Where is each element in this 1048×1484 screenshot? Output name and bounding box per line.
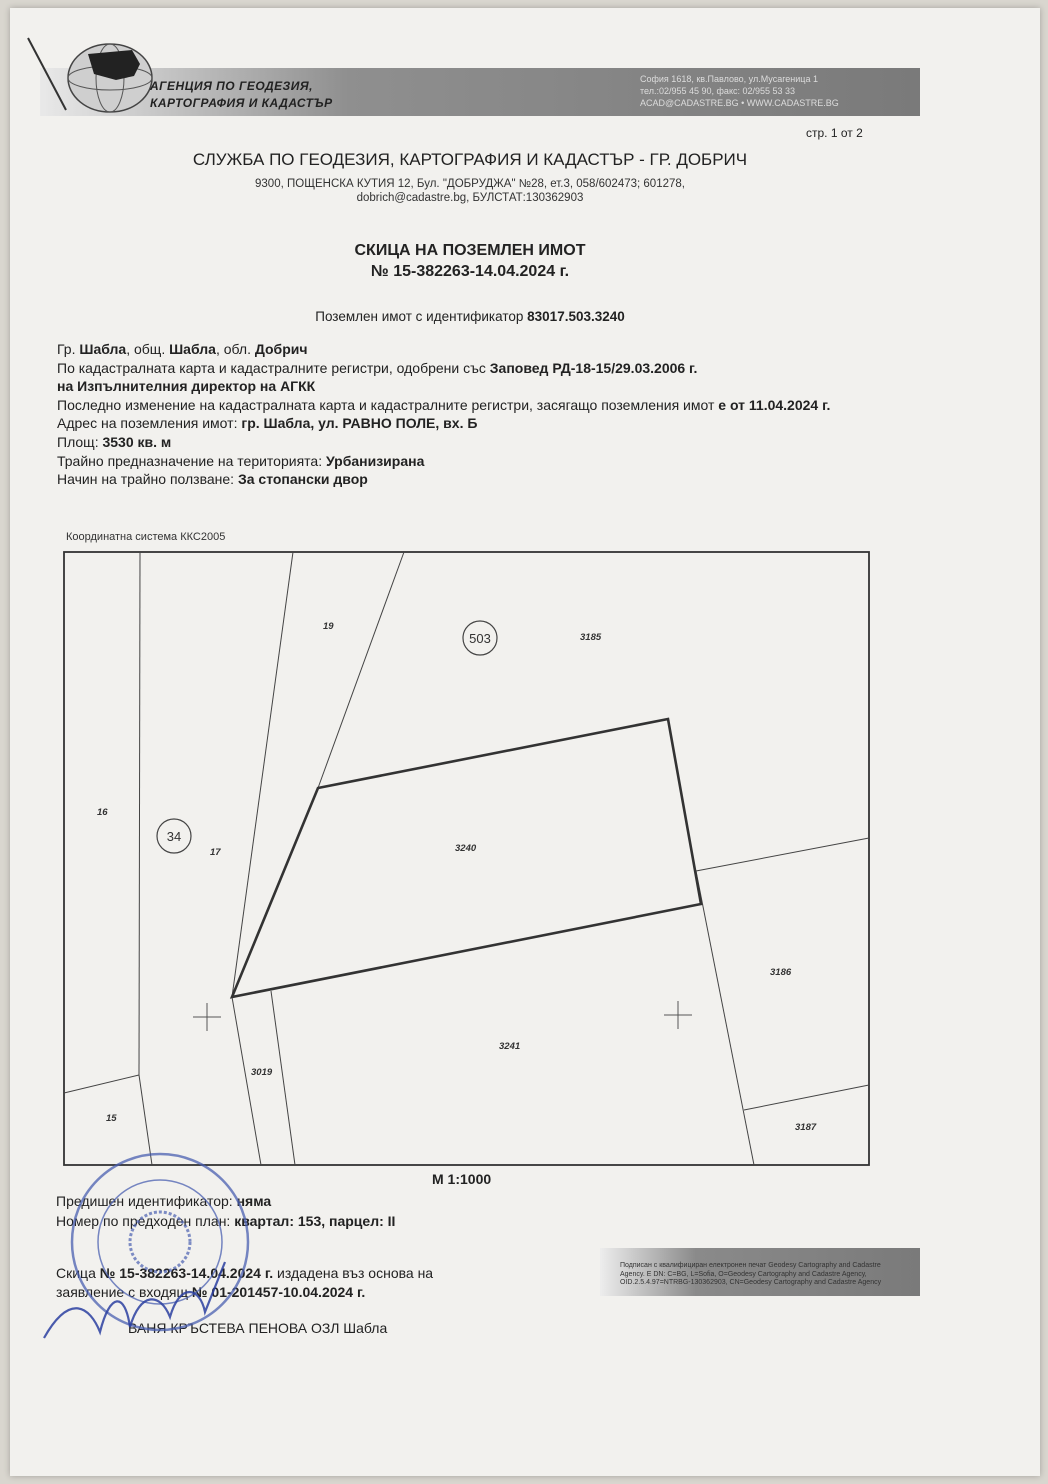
boundary-16-17 [139,552,140,1075]
contact-line1: София 1618, кв.Павлово, ул.Мусагеница 1 [640,74,818,84]
issued-prefix: Скица [56,1265,100,1281]
agency-line1: АГЕНЦИЯ ПО ГЕОДЕЗИЯ, [150,79,313,93]
boundary-3019-east [271,991,295,1165]
signer-name: ВАНЯ КРЪСТЕВА ПЕНОВА ОЗЛ Шабла [128,1320,388,1336]
office-address-line1: 9300, ПОЩЕНСКА КУТИЯ 12, Бул. "ДОБРУДЖА" №28, ет.3, 058/602473; 601278, [255,178,685,190]
boundary-15-16 [64,1075,139,1093]
boundary-17-19 [232,552,293,997]
address-label: Адрес на поземления имот: [57,415,242,432]
issued-text: издадена въз основа на [273,1265,434,1281]
parcel-17-label: 17 [210,847,221,858]
quarter-34-label: 34 [166,829,182,844]
quarter-503-label: 503 [469,631,491,646]
official-stamp [30,1142,270,1362]
stamp-inner-ring [98,1180,222,1304]
identifier-label: Поземлен имот с идентификатор [315,309,528,324]
agency-line2: КАРТОГРАФИЯ И КАДАСТЪР [150,96,333,110]
territory-purpose: Урбанизирана [325,452,425,469]
order-issuer: на Изпълнителния директор на АГКК [57,378,316,395]
office-name: СЛУЖБА ПО ГЕОДЕЗИЯ, КАРТОГРАФИЯ И КАДАСТЪР - ГР. ДОБРИЧ [192,150,748,169]
issued-number: № 15-382263-14.04.2024 г. [99,1265,274,1281]
parcel-15-label: 15 [106,1113,117,1124]
contact-line2: тел.:02/955 45 90, факс: 02/955 53 33 [640,86,796,96]
parcel-3240-outline [232,719,701,997]
parcel-3241-label: 3241 [499,1041,521,1052]
property-address: гр. Шабла, ул. РАВНО ПОЛЕ, вх. Б [241,415,478,432]
boundary-3186-3187 [744,1085,869,1110]
last-change-text: Последно изменение на кадастралната карта и кадастралните регистри, засягащо поземления имот [57,396,719,413]
region: Добрич [254,341,308,357]
prev-plan-label: Номер по предходен план: [56,1213,235,1229]
office-address-line2: dobrich@cadastre.bg, БУЛСТАТ:130362903 [356,192,584,204]
document-number: № 15-382263-14.04.2024 г. [370,263,570,280]
map-scale: М 1:1000 [432,1171,492,1187]
document-title: СКИЦА НА ПОЗЕМЛЕН ИМОТ [354,242,586,259]
stamp-center-globe [130,1212,190,1272]
request-prefix: заявление с входящ [56,1284,192,1300]
identifier-value: 83017.503.3240 [527,309,625,324]
town-prefix: Гр. [57,341,80,357]
boundary-3019-west [232,997,261,1165]
prev-id-label: Предишен идентификатор: [56,1193,237,1209]
prev-id: няма [236,1193,272,1209]
usage-label: Начин на трайно ползване: [57,471,238,488]
parcel-3240-label: 3240 [455,843,477,854]
region-prefix: , обл. [215,341,255,357]
map-approval-text: По кадастралната карта и кадастралните регистри, одобрени със [57,359,490,376]
parcel-3185-label: 3185 [580,632,602,643]
muni-prefix: , общ. [126,341,170,357]
contact-line3: ACAD@CADASTRE.BG • WWW.CADASTRE.BG [640,98,839,108]
page-number: стр. 1 от 2 [806,126,863,140]
area-label: Площ: [57,433,103,450]
boundary-19-503 [318,552,404,788]
parcel-19-label: 19 [323,621,334,632]
parcel-3187-label: 3187 [795,1122,817,1133]
approval-order: Заповед РД-18-15/29.03.2006 г. [489,359,698,376]
esign-text: Подписан с квалифициран електронен печат Geodesy Cartography and Cadastre Agency. E DN: C=BG, L=Sofia, O=Geodesy Cartography and Cadastre Agency, OID.2.5.4.97=NTRBG-130362903, CN=Geodesy Cartography and Cadastre Agency [620,1262,882,1286]
usage-type: За стопански двор [237,471,368,488]
town: Шабла [79,341,127,357]
cross-markers [193,1001,692,1031]
last-change-date: е от 11.04.2024 г. [718,396,831,413]
prev-plan: квартал: 153, парцел: II [234,1213,396,1229]
parcel-16-label: 16 [97,807,108,818]
boundary-3241-3186 [696,871,754,1165]
boundary-3185-3186 [696,838,869,871]
request-number: № 01-201457-10.04.2024 г. [191,1284,366,1300]
property-area: 3530 кв. м [102,433,172,450]
municipality: Шабла [169,341,216,357]
coordinate-system: Координатна система ККС2005 [66,531,226,543]
map-frame [64,552,869,1165]
parcel-3186-label: 3186 [770,967,792,978]
purpose-label: Трайно предназначение на територията: [57,452,326,469]
parcel-3019-label: 3019 [251,1067,273,1078]
